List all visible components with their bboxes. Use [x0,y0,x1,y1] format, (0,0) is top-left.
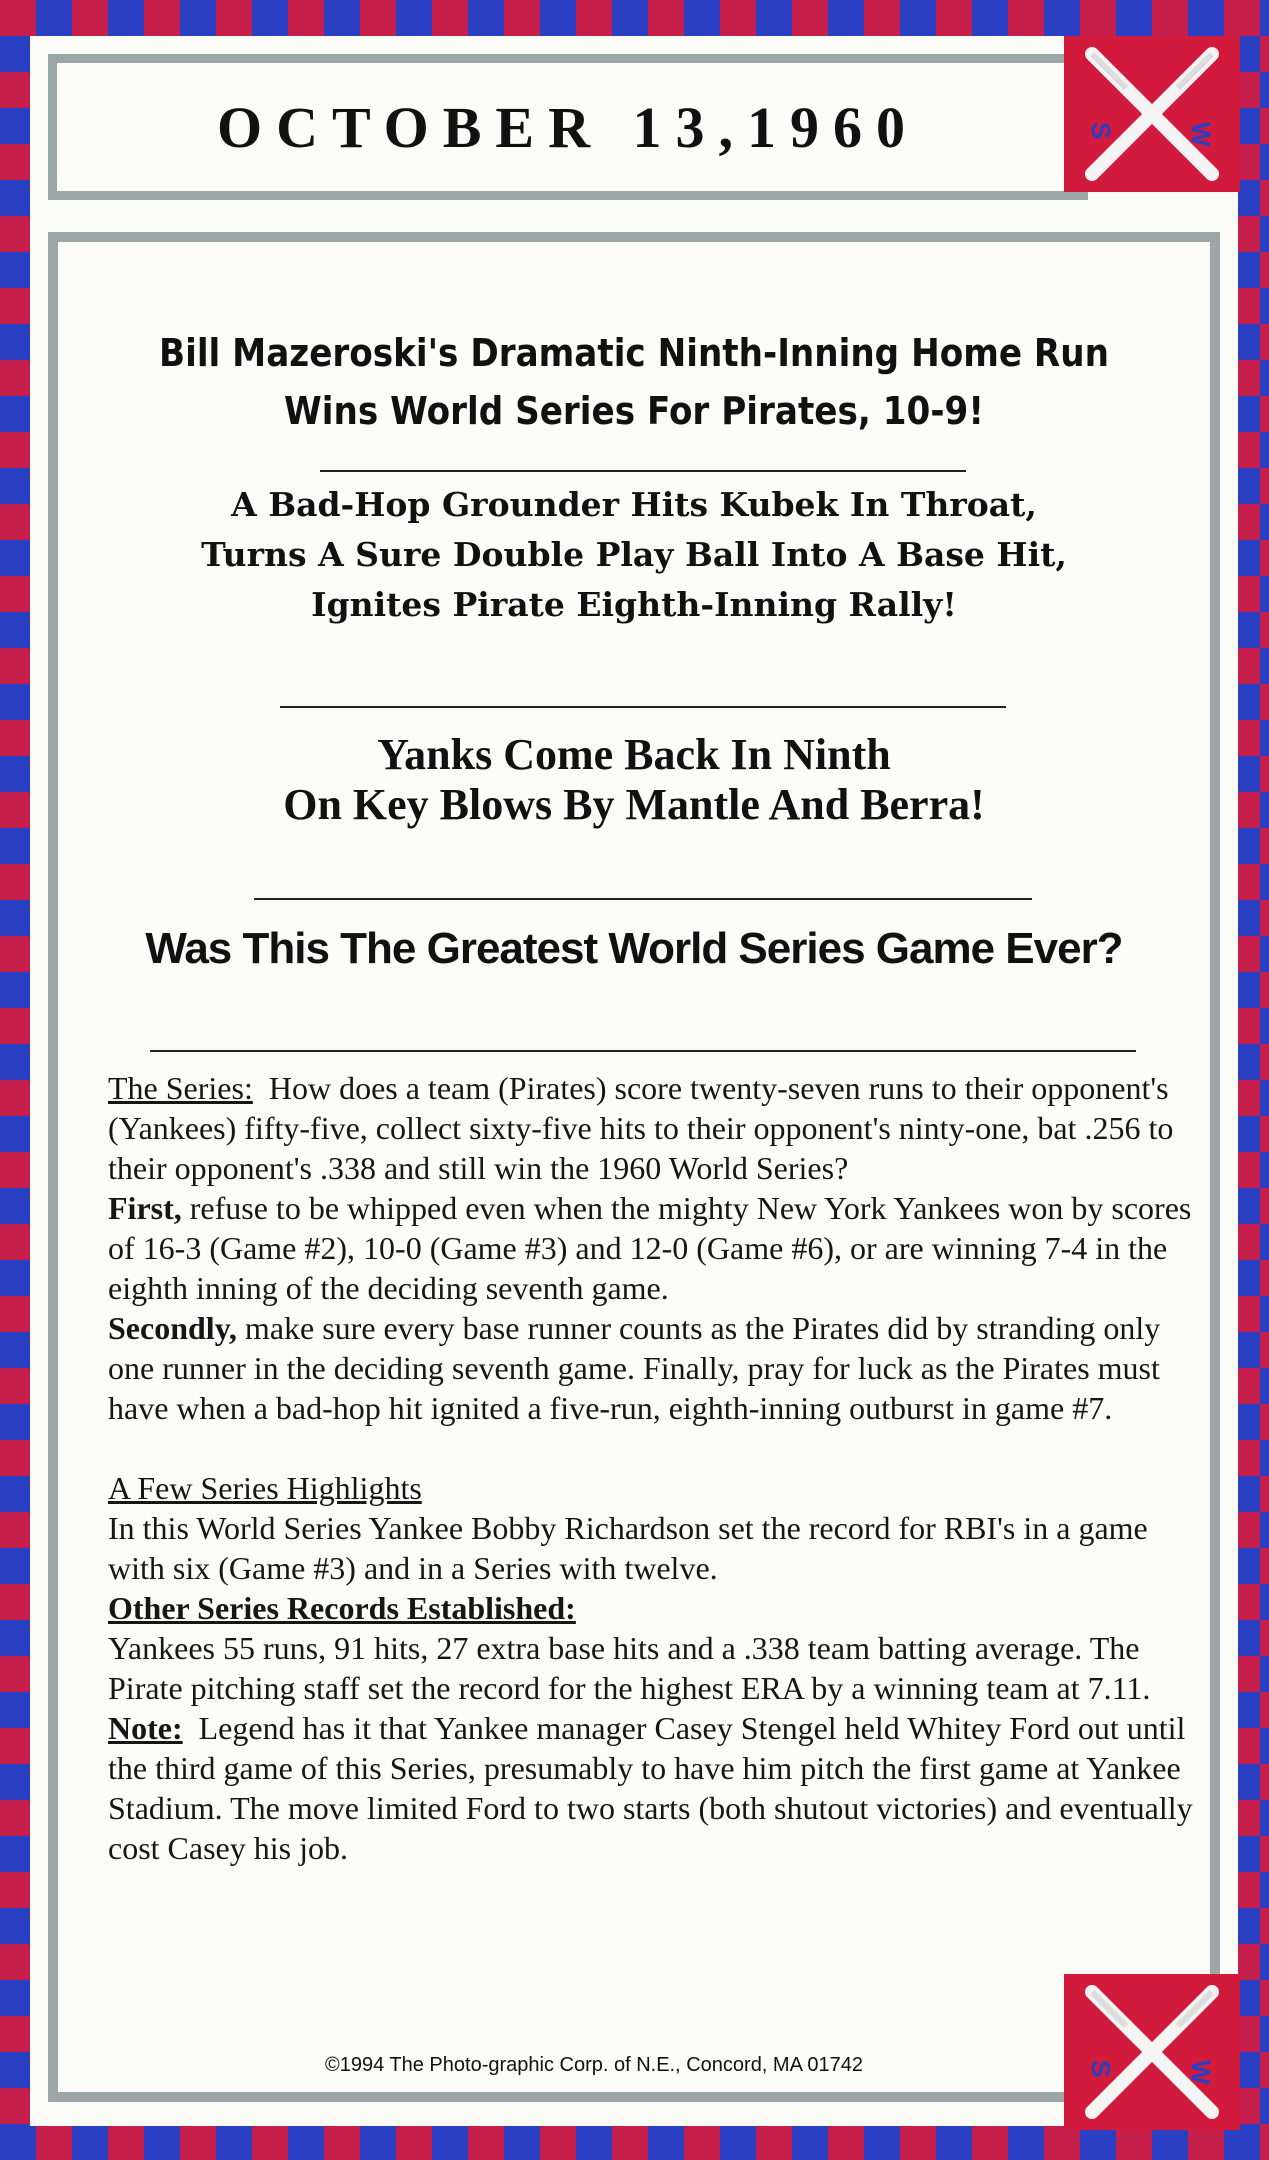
subhead-yanks [58,730,1210,830]
article-body [108,1068,1208,1868]
headline-line1: Bill Mazeroski's Dramatic Ninth-Inning Home Run [159,331,1109,375]
date-title: OCTOBER 13,1960 [216,94,919,160]
logo-bottom [1064,1974,1240,2130]
records-text: Yankees 55 runs, 91 hits, 27 extra base hits and a .338 team batting average. The Pirate pitching staff set the record for the highest ERA by a winning team at 7.11. [108,1630,1151,1706]
crossed-bats-icon [1064,36,1240,192]
logo-letter-s: S [1086,2060,1116,2078]
logo-letter-w: W [1186,2060,1216,2085]
note-text: Legend has it that Yankee manager Casey Stengel held Whitey Ford out until the third game of this Series, presumably to have him pitch the first game at Yankee Stadium. The move limited Ford to two starts (both shutout victories) and eventually cost Casey his job. [108,1710,1193,1866]
divider-4 [150,1050,1136,1052]
story-panel [48,232,1220,2102]
subhead-kubek [58,480,1210,630]
question-heading: Was This The Greatest World Series Game Ever? [145,924,1123,973]
second-paragraph [108,1308,1208,1428]
second-label: Secondly, [108,1310,237,1346]
subhead-kubek-line2: Turns A Sure Double Play Ball Into A Base Hit, [201,535,1067,574]
logo-letter-s: S [1086,122,1116,140]
series-label: The Series: [108,1070,253,1106]
crossed-bats-icon [1064,1974,1240,2130]
date-banner [48,54,1088,200]
first-label: First, [108,1190,182,1226]
logo-top [1064,36,1240,192]
headline-line2: Wins World Series For Pirates, 10-9! [284,389,984,433]
subhead-kubek-line1: A Bad-Hop Grounder Hits Kubek In Throat, [231,485,1037,524]
series-text: How does a team (Pirates) score twenty-seven runs to their opponent's (Yankees) fifty-five, collect sixty-five hits to their opponent's ninty-one, bat .256 to their opponent's .338 and still win the 1960 World Series? [108,1070,1174,1186]
subhead-yanks-line2: On Key Blows By Mantle And Berra! [283,780,985,829]
series-paragraph [108,1068,1208,1188]
highlights-text: In this World Series Yankee Bobby Richardson set the record for RBI's in a game with six (Game #3) and in a Series with twelve. [108,1510,1148,1586]
first-text: refuse to be whipped even when the mighty New York Yankees won by scores of 16-3 (Game #2), 10-0 (Game #3) and 12-0 (Game #6), or are winning 7-4 in the eighth inning of the deciding seventh game. [108,1190,1192,1306]
headline [116,324,1153,440]
note-paragraph [108,1708,1208,1868]
records-title-text: Other Series Records Established: [108,1590,576,1626]
subhead-kubek-line3: Ignites Pirate Eighth-Inning Rally! [311,585,957,624]
logo-letter-w: W [1186,122,1216,147]
first-paragraph [108,1188,1208,1308]
highlights-title-text: A Few Series Highlights [108,1470,422,1506]
card [30,36,1238,2126]
subhead-yanks-line1: Yanks Come Back In Ninth [377,730,891,779]
second-text: make sure every base runner counts as the Pirates did by stranding only one runner in the deciding seventh game. Finally, pray for luck as the Pirates must have when a bad-hop hit ignited a five-run, eighth-inning outburst in game #7. [108,1310,1161,1426]
records-title [108,1588,1208,1628]
divider-2 [280,706,1006,708]
highlights-title [108,1468,1208,1508]
divider-1 [320,470,966,472]
divider-3 [254,898,1032,900]
note-label: Note: [108,1710,183,1746]
copyright: ©1994 The Photo-graphic Corp. of N.E., Concord, MA 01742 [324,2054,863,2076]
